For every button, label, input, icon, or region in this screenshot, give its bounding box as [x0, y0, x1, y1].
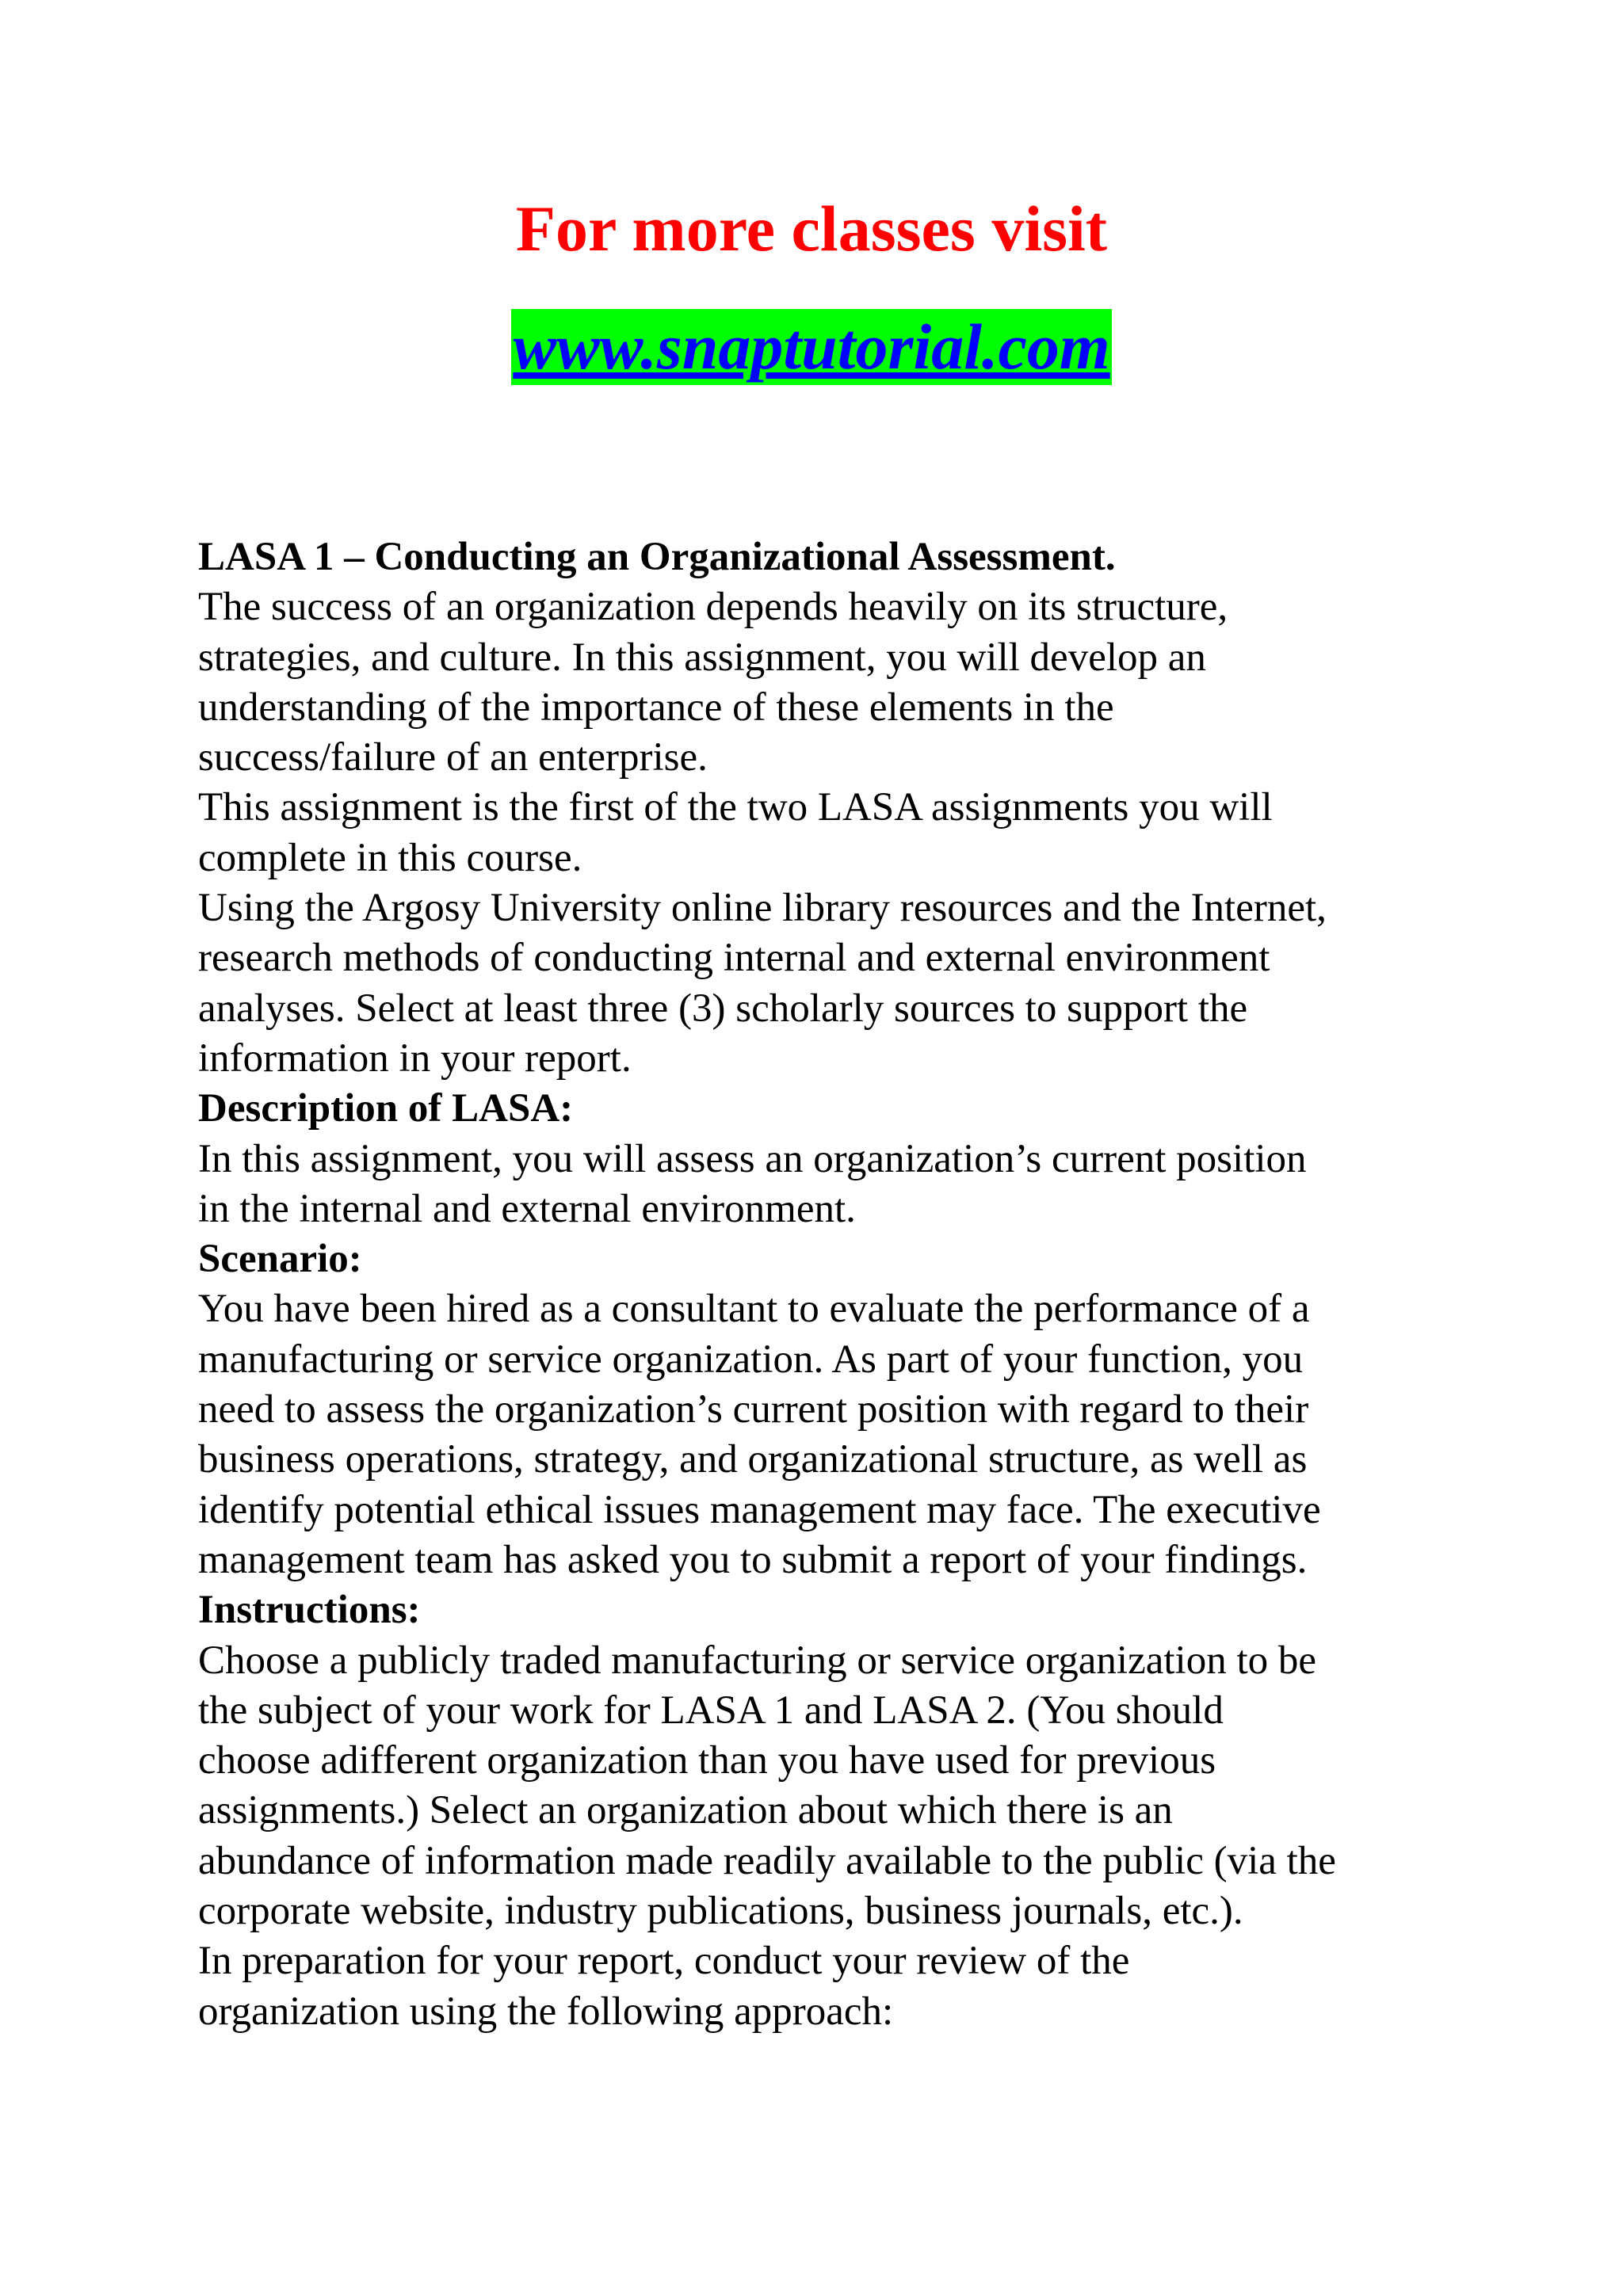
body-text-line: Using the Argosy University online library resources and the Internet, [198, 886, 1327, 931]
body-text-line: In preparation for your report, conduct your review of the [198, 1939, 1130, 1984]
body-text-line: strategies, and culture. In this assignment, you will develop an [198, 635, 1206, 680]
body-text-line: You have been hired as a consultant to evaluate the performance of a [198, 1287, 1310, 1332]
body-text-line: business operations, strategy, and organizational structure, as well as [198, 1437, 1308, 1482]
body-text-line: management team has asked you to submit a report of your findings. [198, 1537, 1308, 1582]
body-text-line: need to assess the organization’s current position with regard to their [198, 1387, 1309, 1432]
body-text-line: analyses. Select at least three (3) scholarly sources to support the [198, 986, 1248, 1031]
body-text-line: This assignment is the first of the two LASA assignments you will [198, 785, 1273, 830]
section-heading: Scenario: [198, 1237, 362, 1282]
body-text-line: in the internal and external environment. [198, 1186, 856, 1231]
document-body [198, 532, 1450, 2037]
body-text-line: In this assignment, you will assess an organization’s current position [198, 1136, 1307, 1181]
body-text-line: corporate website, industry publications, business journals, etc.). [198, 1889, 1243, 1934]
body-text-line: success/failure of an enterprise. [198, 735, 708, 780]
body-text-line: choose adifferent organization than you have used for previous [198, 1738, 1216, 1783]
body-text-line: manufacturing or service organization. As part of your function, you [198, 1337, 1304, 1382]
body-text-line: information in your report. [198, 1035, 632, 1081]
promo-link-container [0, 309, 1623, 385]
section-heading: Description of LASA: [198, 1086, 574, 1131]
body-text-line: assignments.) Select an organization about which there is an [198, 1788, 1173, 1833]
body-text-line: complete in this course. [198, 835, 582, 880]
section-heading: LASA 1 – Conducting an Organizational Assessment. [198, 535, 1116, 579]
promo-title: For more classes visit [515, 193, 1108, 265]
body-text-line: understanding of the importance of these elements in the [198, 685, 1114, 730]
body-text-line: identify potential ethical issues management may face. The executive [198, 1487, 1321, 1532]
promo-link[interactable]: www.snaptutorial.com [511, 309, 1111, 385]
body-text-line: organization using the following approach: [198, 1989, 894, 2034]
body-text-line: The success of an organization depends heavily on its structure, [198, 585, 1228, 630]
section-heading: Instructions: [198, 1588, 421, 1633]
body-text-line: Choose a publicly traded manufacturing or service organization to be [198, 1638, 1317, 1683]
body-text-line: abundance of information made readily available to the public (via the [198, 1838, 1336, 1883]
body-text-line: research methods of conducting internal and external environment [198, 936, 1270, 981]
body-text-line: the subject of your work for LASA 1 and LASA 2. (You should [198, 1688, 1224, 1733]
